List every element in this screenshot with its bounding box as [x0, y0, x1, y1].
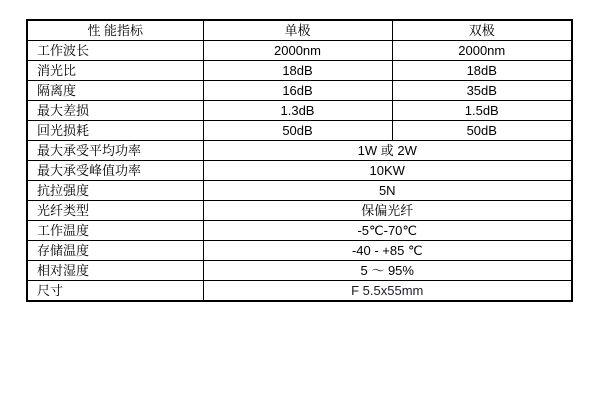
- row-label-max-avg-power: 最大承受平均功率: [27, 141, 203, 161]
- row-label-isolation: 隔离度: [27, 81, 203, 101]
- row-label-operating-temperature: 工作温度: [27, 221, 203, 241]
- cell-value-merged: 保偏光纤: [203, 201, 572, 221]
- cell-value: 2000nm: [203, 41, 392, 61]
- cell-value-merged: 5N: [203, 181, 572, 201]
- table-row: [27, 241, 572, 261]
- cell-value: 50dB: [203, 121, 392, 141]
- spec-table: [26, 19, 573, 302]
- header-single-pole: 单极: [203, 20, 392, 41]
- row-label-fiber-type: 光纤类型: [27, 201, 203, 221]
- row-label-max-insertion-loss: 最大差损: [27, 101, 203, 121]
- table-row: [27, 201, 572, 221]
- cell-value: 18dB: [203, 61, 392, 81]
- table-row: [27, 101, 572, 121]
- row-label-tensile-strength: 抗拉强度: [27, 181, 203, 201]
- table-row: [27, 161, 572, 181]
- row-label-extinction-ratio: 消光比: [27, 61, 203, 81]
- cell-value-merged: F 5.5x55mm: [203, 281, 572, 302]
- row-label-dimensions: 尺寸: [27, 281, 203, 302]
- cell-value-merged: -40 - +85 ℃: [203, 241, 572, 261]
- row-label-relative-humidity: 相对湿度: [27, 261, 203, 281]
- cell-value-merged: 5 ～ 95%: [203, 261, 572, 281]
- table-row: [27, 81, 572, 101]
- cell-value: 1.5dB: [392, 101, 572, 121]
- row-label-max-peak-power: 最大承受峰值功率: [27, 161, 203, 181]
- cell-value: 2000nm: [392, 41, 572, 61]
- row-label-wavelength: 工作波长: [27, 41, 203, 61]
- row-label-return-loss: 回光损耗: [27, 121, 203, 141]
- table-row: [27, 221, 572, 241]
- cell-value: 16dB: [203, 81, 392, 101]
- table-row: [27, 261, 572, 281]
- header-double-pole: 双极: [392, 20, 572, 41]
- header-performance-indicator: 性 能指标: [27, 20, 203, 41]
- table-row: [27, 141, 572, 161]
- table-row: [27, 41, 572, 61]
- table-row: [27, 181, 572, 201]
- table-header-row: [27, 20, 572, 41]
- cell-value-merged: 10KW: [203, 161, 572, 181]
- cell-value-merged: 1W 或 2W: [203, 141, 572, 161]
- cell-value: 35dB: [392, 81, 572, 101]
- cell-value: 50dB: [392, 121, 572, 141]
- table-row: [27, 281, 572, 302]
- cell-value: 18dB: [392, 61, 572, 81]
- cell-value: 1.3dB: [203, 101, 392, 121]
- row-label-storage-temperature: 存储温度: [27, 241, 203, 261]
- cell-value-merged: -5℃-70℃: [203, 221, 572, 241]
- table-row: [27, 121, 572, 141]
- table-row: [27, 61, 572, 81]
